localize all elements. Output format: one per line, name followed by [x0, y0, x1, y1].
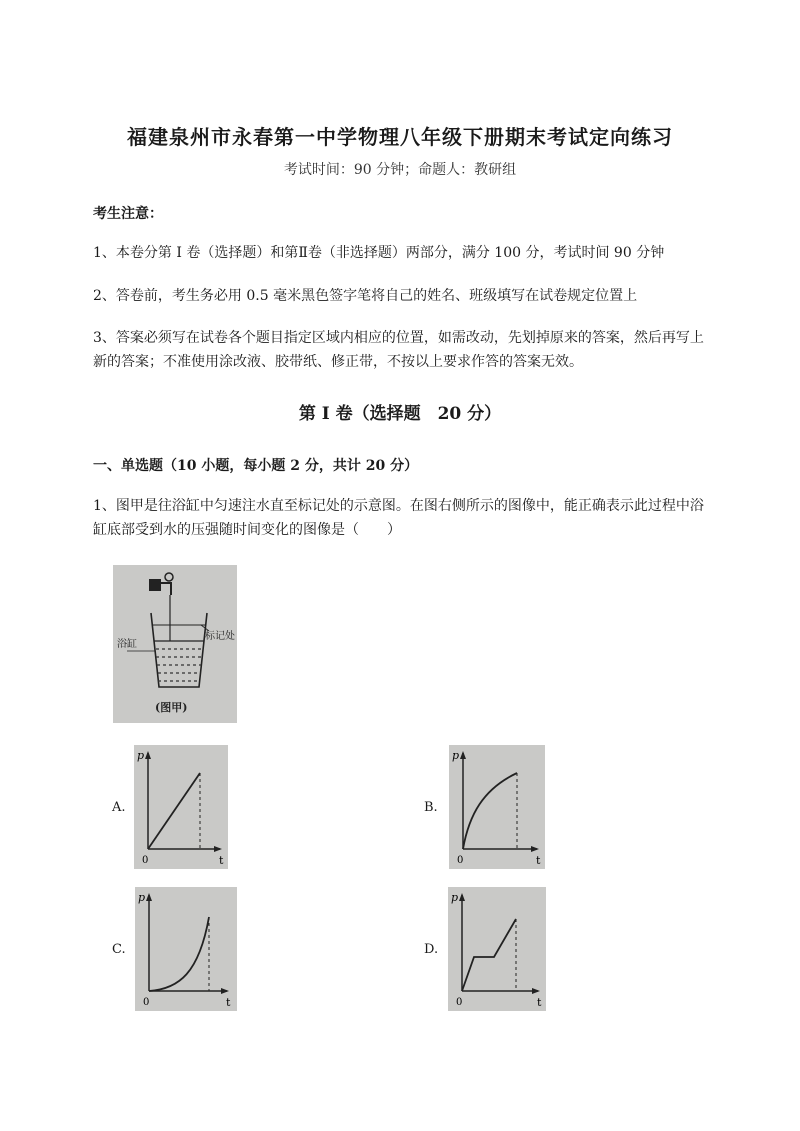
origin-label: 0 — [143, 997, 150, 1008]
origin-label: 0 — [456, 997, 463, 1008]
option-d-graph[interactable] — [448, 887, 546, 1011]
tub-label: 浴缸 — [117, 639, 137, 650]
option-c-label[interactable]: C. — [112, 942, 126, 957]
origin-label: 0 — [142, 855, 149, 866]
t-axis-label: t — [219, 854, 224, 867]
curve-c — [149, 917, 209, 991]
p-axis-label: p — [452, 749, 460, 762]
t-axis-label: t — [536, 854, 541, 867]
tub-outline — [151, 613, 207, 687]
t-axis-label: t — [226, 996, 231, 1009]
faucet-icon — [149, 579, 161, 591]
option-b-graph[interactable] — [449, 745, 545, 869]
option-a-graph[interactable] — [134, 745, 228, 869]
bathtub-drawing — [113, 565, 237, 723]
p-axis-label: p — [451, 891, 459, 904]
page-title: 福建泉州市永春第一中学物理八年级下册期末考试定向练习 — [127, 125, 673, 149]
mark-label: 标记处 — [205, 631, 235, 642]
origin-label: 0 — [457, 855, 464, 866]
notice-item-1: 1、本卷分第 I 卷（选择题）和第Ⅱ卷（非选择题）两部分，满分 100 分，考试时间 90 分钟 — [93, 245, 665, 261]
section-title: 第 I 卷（选择题 20 分） — [298, 404, 502, 424]
figure-caption: (图甲) — [155, 701, 188, 714]
option-b-label[interactable]: B. — [424, 800, 438, 815]
t-axis-label: t — [537, 996, 542, 1009]
notice-heading: 考生注意： — [93, 206, 163, 222]
curve-b — [463, 773, 517, 849]
question-1-text: 1、图甲是往浴缸中匀速注水直至标记处的示意图。在图右侧所示的图像中，能正确表示此过程中浴缸底部受到水的压强随时间变化的图像是（ ） — [93, 498, 704, 538]
question-group-heading: 一、单选题（10 小题，每小题 2 分，共计 20 分） — [93, 458, 419, 474]
p-axis-label: p — [138, 891, 146, 904]
notice-item-2: 2、答卷前，考生务必用 0.5 毫米黑色签字笔将自己的姓名、班级填写在试卷规定位置上 — [93, 288, 638, 304]
option-c-graph[interactable] — [135, 887, 237, 1011]
option-d-label[interactable]: D. — [424, 942, 439, 957]
notice-item-3: 3、答案必须写在试卷各个题目指定区域内相应的位置，如需改动，先划掉原来的答案，然后再写上新的答案；不准使用涂改液、胶带纸、修正带，不按以上要求作答的答案无效。 — [93, 330, 704, 370]
curve-d — [462, 919, 516, 991]
p-axis-label: p — [137, 749, 145, 762]
curve-a — [148, 773, 200, 849]
option-a-label[interactable]: A. — [112, 800, 126, 815]
exam-info: 考试时间：90 分钟；命题人：教研组 — [283, 162, 517, 178]
figure-bathtub — [113, 565, 237, 723]
